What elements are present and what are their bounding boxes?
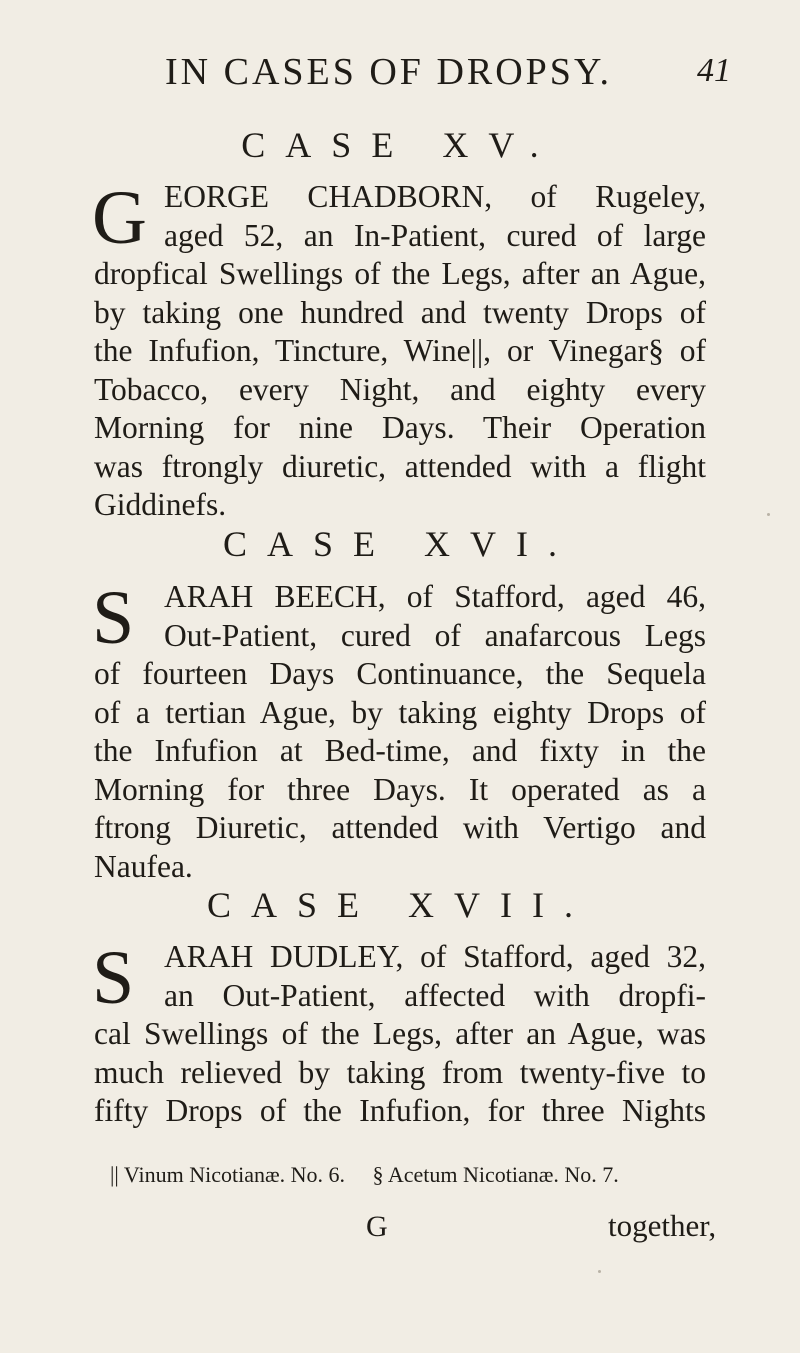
footnote-acetum: § Acetum Nicotianæ. No. 7. <box>372 1162 619 1187</box>
paragraph-line: ARAH BEECH, of Stafford, aged 46, <box>164 579 706 614</box>
paragraph-line: Out-Patient, cured of anafarcous Legs <box>164 617 706 653</box>
paragraph-line: the Infufion at Bed-time, and fixty in the <box>94 733 706 768</box>
paragraph-line: of fourteen Days Continuance, the Sequela <box>94 656 706 691</box>
paragraph-line: cal Swellings of the Legs, after an Ague, was <box>94 1016 706 1051</box>
footnote-vinum: || Vinum Nicotianæ. No. 6. <box>110 1162 346 1187</box>
catchword: together, <box>608 1208 717 1243</box>
case-xv-paragraph <box>94 178 706 525</box>
paragraph-line: ftrong Diuretic, attended with Vertigo and <box>94 810 706 845</box>
case-xv-heading: CASE XV. <box>241 125 559 165</box>
running-head-title: IN CASES OF DROPSY. <box>165 51 612 93</box>
paragraph-line: Morning for nine Days. Their Operation <box>94 410 706 445</box>
paper-speck <box>598 1270 601 1273</box>
case-xvi-paragraph <box>94 578 706 886</box>
page-number: 41 <box>697 52 731 89</box>
drop-cap-initial: S <box>92 936 135 1020</box>
paragraph-line: aged 52, an In-Patient, cured of large <box>164 217 706 253</box>
case-xvii-paragraph <box>94 938 706 1131</box>
paragraph-line: was ftrongly diuretic, attended with a flight <box>94 448 706 484</box>
paragraph-line: by taking one hundred and twenty Drops of <box>94 294 706 330</box>
case-xvii-heading: CASE XVII. <box>207 885 593 925</box>
paper-speck <box>767 513 770 516</box>
paragraph-line: Morning for three Days. It operated as a <box>94 771 706 807</box>
footnotes <box>110 1162 710 1188</box>
paragraph-line: Giddinefs. <box>94 487 227 522</box>
paragraph-line: EORGE CHADBORN, of Rugeley, <box>164 179 706 214</box>
paragraph-line: Tobacco, every Night, and eighty every <box>94 371 706 407</box>
paragraph-line: much relieved by taking from twenty-five to <box>94 1054 706 1090</box>
running-head <box>0 50 800 100</box>
drop-cap-initial: S <box>92 576 135 660</box>
paragraph-line: ARAH DUDLEY, of Stafford, aged 32, <box>164 939 706 974</box>
paragraph-line: the Infufion, Tincture, Wine||, or Vinegar§ of <box>94 333 706 368</box>
paragraph-line: dropfical Swellings of the Legs, after an Ague, <box>94 256 706 291</box>
case-xvi-heading: CASE XVI. <box>222 524 577 564</box>
paragraph-line: an Out-Patient, affected with dropfi- <box>164 977 706 1013</box>
paragraph-line: Naufea. <box>94 848 193 884</box>
signature-mark: G <box>366 1210 388 1243</box>
drop-cap-initial: G <box>92 176 147 260</box>
paragraph-line: of a tertian Ague, by taking eighty Drops of <box>94 694 706 730</box>
paragraph-line: fifty Drops of the Infufion, for three Nights <box>94 1093 706 1128</box>
